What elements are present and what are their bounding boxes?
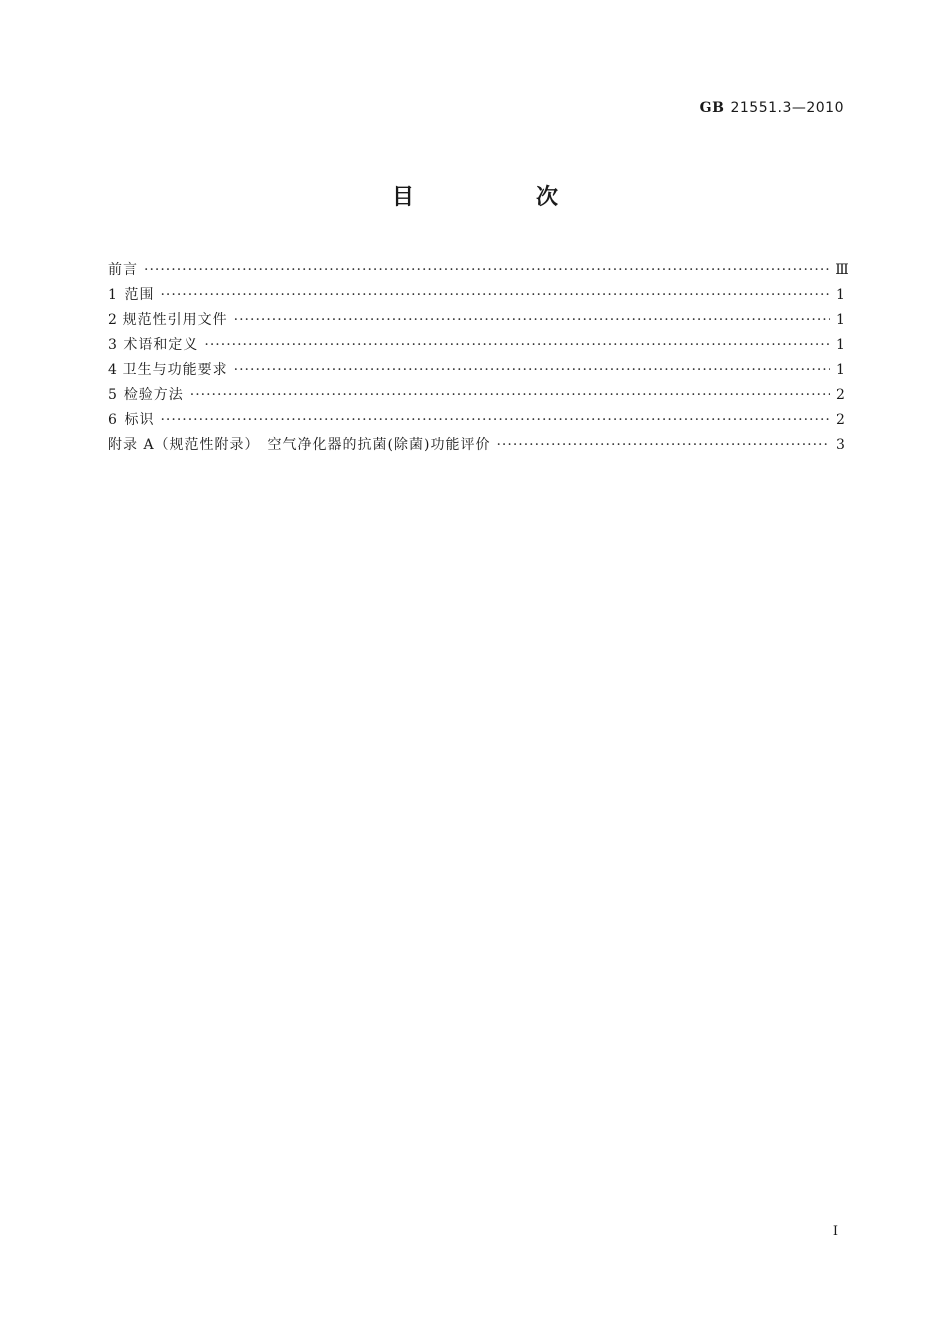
toc-entry-4[interactable] bbox=[108, 358, 844, 383]
toc-entry-page: 1 bbox=[836, 362, 845, 378]
toc-entry-label: 附录 A（规范性附录） 空气净化器的抗菌(除菌)功能评价 bbox=[108, 437, 491, 453]
toc-entry-label: 卫生与功能要求 bbox=[122, 362, 228, 378]
toc-entry-5[interactable] bbox=[108, 383, 844, 408]
toc-entry-6[interactable] bbox=[108, 408, 844, 433]
toc-entry-3[interactable] bbox=[108, 333, 844, 358]
toc-entry-label: 检验方法 bbox=[123, 387, 184, 403]
toc-leader-dots bbox=[204, 333, 830, 358]
toc-entry-page: 2 bbox=[836, 412, 845, 428]
toc-entry-number: 2 bbox=[108, 312, 117, 328]
standard-prefix: GB bbox=[699, 100, 725, 116]
toc-entry-page: 2 bbox=[836, 387, 845, 403]
toc-leader-dots bbox=[160, 283, 830, 308]
toc-entry-label: 范围 bbox=[124, 287, 155, 303]
toc-leader-dots bbox=[496, 433, 830, 458]
toc-leader-dots bbox=[144, 258, 829, 283]
toc-leader-dots bbox=[234, 358, 830, 383]
toc-entry-page: Ⅲ bbox=[835, 262, 849, 278]
toc-entry-label: 标识 bbox=[124, 412, 155, 428]
page-number: I bbox=[832, 1224, 838, 1239]
standard-code: 21551.3—2010 bbox=[730, 100, 844, 116]
toc-entry-annex-a[interactable] bbox=[108, 433, 844, 458]
toc-entry-number: 1 bbox=[108, 287, 117, 303]
toc-leader-dots bbox=[234, 308, 830, 333]
table-of-contents bbox=[108, 258, 849, 458]
toc-entry-foreword[interactable] bbox=[108, 258, 849, 283]
toc-entry-label: 术语和定义 bbox=[123, 337, 199, 353]
toc-entry-number: 3 bbox=[108, 337, 117, 353]
toc-entry-number: 6 bbox=[108, 412, 117, 428]
toc-title: 目 次 bbox=[391, 185, 608, 210]
toc-entry-label: 前言 bbox=[108, 262, 138, 278]
toc-entry-page: 1 bbox=[836, 312, 845, 328]
toc-entry-number: 4 bbox=[108, 362, 117, 378]
toc-entry-number: 5 bbox=[108, 387, 117, 403]
toc-leader-dots bbox=[190, 383, 830, 408]
toc-entry-page: 1 bbox=[836, 337, 845, 353]
toc-entry-page: 1 bbox=[836, 287, 845, 303]
toc-entry-page: 3 bbox=[836, 437, 845, 453]
toc-entry-1[interactable] bbox=[108, 283, 844, 308]
toc-entry-label: 规范性引用文件 bbox=[122, 312, 228, 328]
toc-leader-dots bbox=[160, 408, 830, 433]
standard-number bbox=[700, 100, 844, 116]
toc-entry-2[interactable] bbox=[108, 308, 844, 333]
